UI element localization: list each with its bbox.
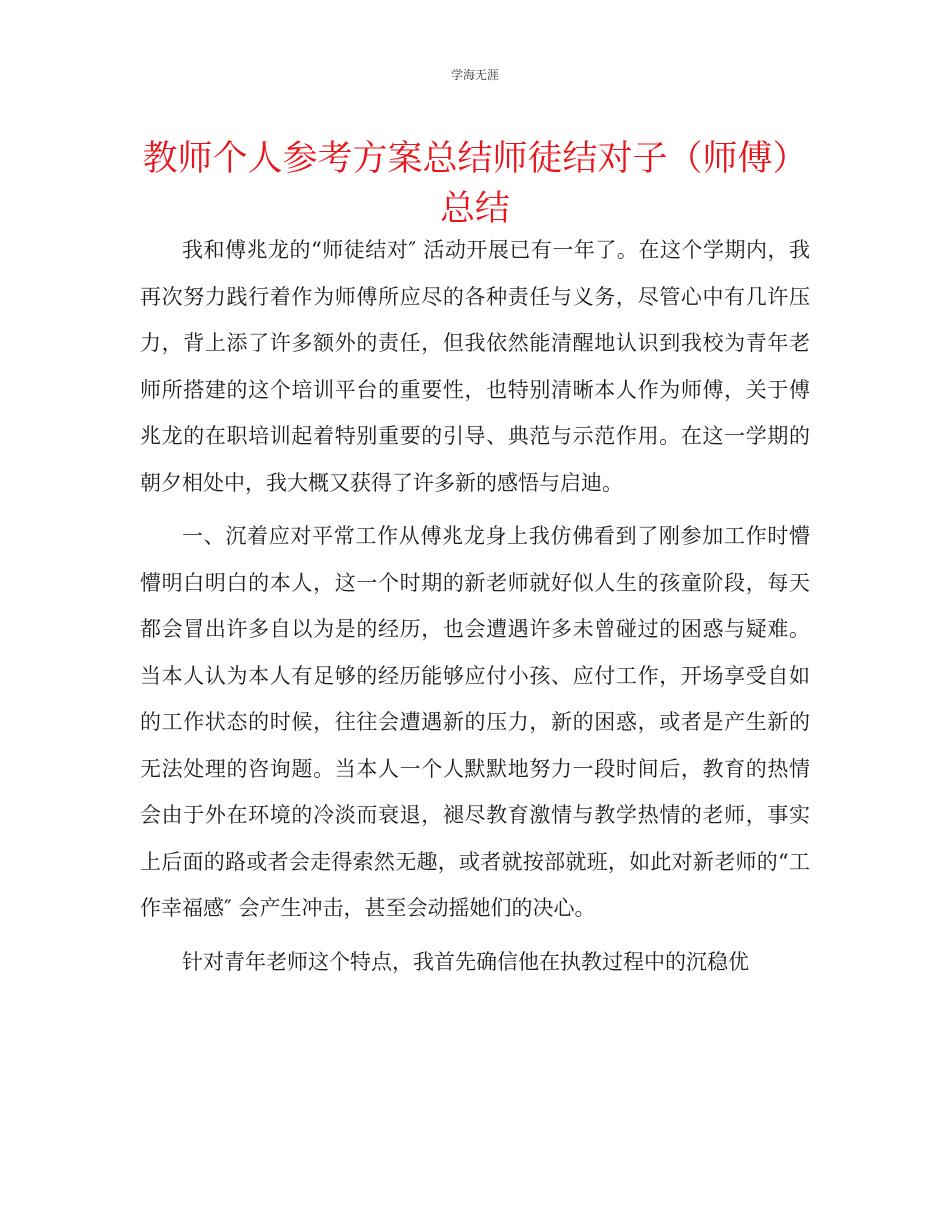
paragraph-section-1: 一、沉着应对平常工作从傅兆龙身上我仿佛看到了刚参加工作时懵懵明白明白的本人，这一个时期的新老师就好似人生的孩童阶段，每天都会冒出许多自以为是的经历，也会遭遇许多未曾碰过的困惑与疑难。当本人认为本人有足够的经历能够应付小孩、应付工作，开场享受自如的工作状态的时候，往往会遭遇新的压力，新的困惑，或者是产生新的无法处理的咨询题。当本人一个人默默地努力一段时间后，教育的热情会由于外在环境的冷淡而衰退，褪尽教育激情与教学热情的老师，事实上后面的路或者会走得索然无趣，或者就按部就班，如此对新老师的“工作幸福感″ 会产生冲击，甚至会动摇她们的决心。 [140, 524, 810, 920]
document-title: 教师个人参考方案总结师徒结对子（师傅）总结 [142, 139, 808, 229]
document-body [140, 227, 810, 985]
paragraph-continued: 针对青年老师这个特点，我首先确信他在执教过程中的沉稳优 [182, 949, 749, 974]
paragraph-intro: 我和傅兆龙的“师徒结对″ 活动开展已有一年了。在这个学期内，我再次努力践行着作为师傅所应尽的各种责任与义务，尽管心中有几许压力，背上添了许多额外的责任，但我依然能清醒地认识到我校为青年老师所搭建的这个培训平台的重要性，也特别清晰本人作为师傅，关于傅兆龙的在职培训起着特别重要的引导、典范与示范作用。在这一学期的朝夕相处中，我大概又获得了许多新的感悟与启迪。 [140, 238, 810, 495]
page-header: 学海无涯 [450, 68, 499, 82]
